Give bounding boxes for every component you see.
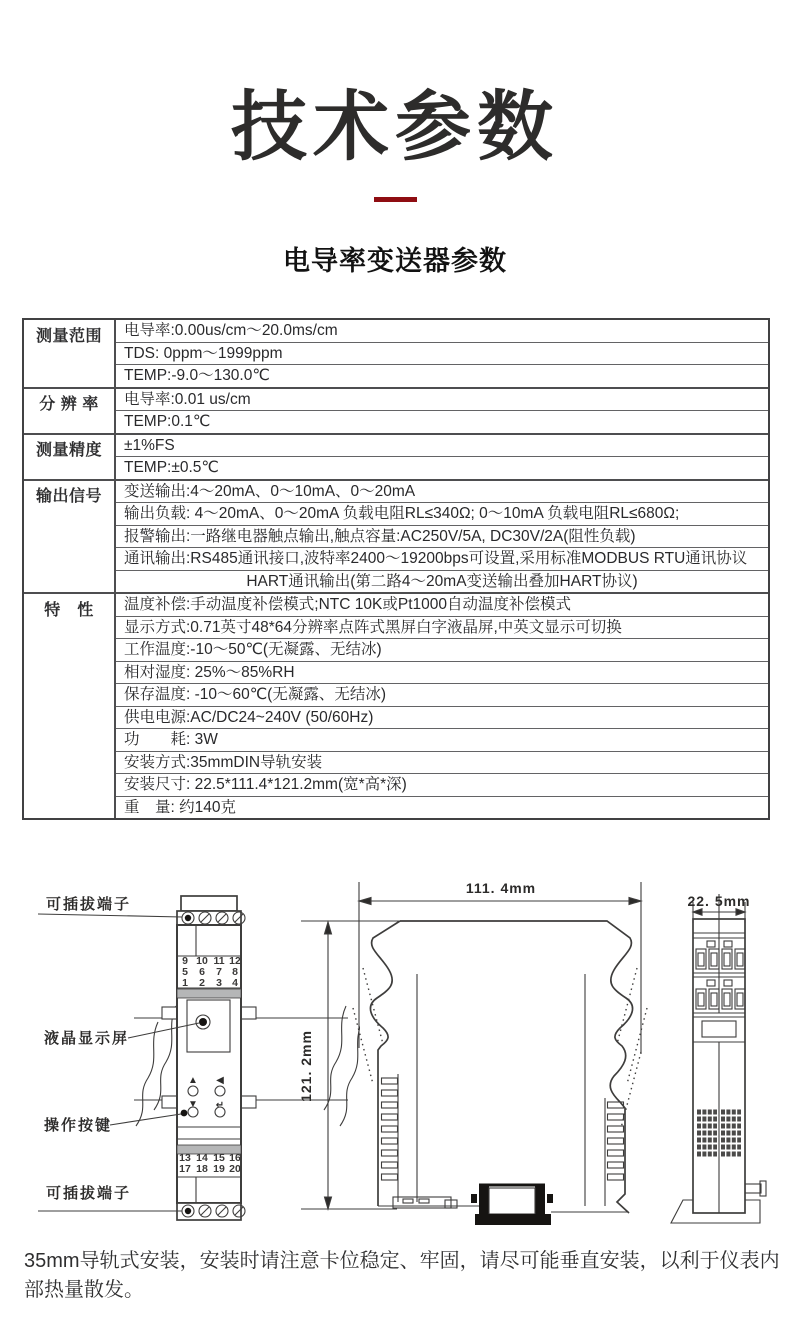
terminal-number: 20 <box>229 1163 241 1175</box>
spec-row: 安装方式:35mmDIN导轨安装 <box>116 751 768 774</box>
left-arrow-icon: ◀ <box>216 1075 224 1086</box>
spec-row: HART通讯输出(第二路4～20mA变送输出叠加HART协议) <box>116 570 768 593</box>
spec-row: 工作温度:-10～50℃(无凝露、无结冰) <box>116 638 768 661</box>
down-arrow-icon: ▼ <box>188 1099 198 1110</box>
label-lcd: 液晶显示屏 <box>44 1030 130 1047</box>
mounting-note: 35mm导轨式安装，安装时请注意卡位稳定、牢固，请尽可能垂直安装，以利于仪表内部热量散发。 <box>24 1250 780 1301</box>
spec-row: 温度补偿:手动温度补偿模式;NTC 10K或Pt1000自动温度补偿模式 <box>124 596 571 613</box>
terminal-number: 1 <box>182 977 188 989</box>
spec-group <box>24 433 768 479</box>
title-accent-divider <box>374 197 417 202</box>
vent-slats <box>382 1078 624 1180</box>
spec-row: 电导率:0.01 us/cm <box>124 390 251 408</box>
page-subtitle: 电导率变送器参数 <box>283 246 507 276</box>
spec-row: 显示方式:0.71英寸48*64分辨率点阵式黑屏白字液晶屏,中英文显示可切换 <box>116 616 768 639</box>
terminal-number: 4 <box>232 977 238 989</box>
terminal-number: 9 <box>182 955 188 967</box>
terminal-number: 18 <box>196 1163 208 1175</box>
spec-row: TEMP:±0.5℃ <box>116 456 768 479</box>
spec-group <box>24 592 768 818</box>
spec-group <box>24 479 768 593</box>
height-dimension-label: 121. 2mm <box>298 1030 314 1102</box>
terminal-number: 17 <box>179 1163 191 1175</box>
spec-group-label: 分 辨 率 <box>24 389 116 433</box>
up-arrow-icon: ▲ <box>188 1075 198 1086</box>
terminal-number: 3 <box>216 977 222 989</box>
width-dimension-label: 22. 5mm <box>687 893 751 909</box>
spec-row: 电导率:0.00us/cm～20.0ms/cm <box>124 322 338 339</box>
spec-group-label: 测量精度 <box>24 435 116 479</box>
width-dimension-label: 111. 4mm <box>465 880 537 896</box>
panel-band <box>177 989 241 998</box>
rail-lock <box>471 1184 553 1225</box>
dimension-lines <box>301 882 641 1209</box>
spec-group-label: 特 性 <box>24 594 116 818</box>
terminal-number: 11 <box>213 955 225 967</box>
terminal-number: 5 <box>182 966 188 978</box>
terminal-number: 15 <box>213 1152 225 1164</box>
label-pluggable-terminal-top: 可插拔端子 <box>46 896 132 913</box>
spec-row: 通讯输出:RS485通讯接口,波特率2400～19200bps可设置,采用标准MODBUS RTU通讯协议 <box>116 547 768 570</box>
spec-row: 功 耗: 3W <box>116 728 768 751</box>
terminal-number: 19 <box>213 1163 225 1175</box>
terminal-number: 8 <box>232 966 238 978</box>
terminal-number: 14 <box>196 1152 208 1164</box>
spec-row: 安装尺寸: 22.5*111.4*121.2mm(宽*高*深) <box>116 773 768 796</box>
spec-row: 变送输出:4～20mA、0～10mA、0～20mA <box>124 482 416 500</box>
spec-row: 保存温度: -10～60℃(无凝露、无结冰) <box>116 683 768 706</box>
side-view-drawing <box>295 876 665 1238</box>
terminal-number: 7 <box>216 966 222 978</box>
device-profile <box>370 921 632 1213</box>
terminal-number: 10 <box>196 955 208 967</box>
spec-group <box>24 387 768 433</box>
top-view-drawing <box>655 876 790 1238</box>
spec-group-label: 测量范围 <box>24 320 116 387</box>
spec-table <box>22 318 770 820</box>
spec-row: 供电电源:AC/DC24~240V (50/60Hz) <box>116 706 768 729</box>
label-pluggable-terminal-bottom: 可插拔端子 <box>46 1185 132 1202</box>
page-title: 技术参数 <box>231 85 559 170</box>
spec-group-label: 输出信号 <box>24 481 116 593</box>
spec-row: 重 量: 约140克 <box>116 796 768 819</box>
label-buttons: 操作按键 <box>44 1117 113 1134</box>
spec-row: TEMP:-9.0～130.0℃ <box>116 364 768 387</box>
spec-row: TEMP:0.1℃ <box>116 410 768 433</box>
spec-row: TDS: 0ppm～1999ppm <box>116 342 768 365</box>
spec-row: ±1%FS <box>124 436 175 454</box>
terminal-number: 13 <box>179 1152 191 1164</box>
terminal-number: 2 <box>199 977 205 989</box>
spec-row: 相对湿度: 25%～85%RH <box>116 661 768 684</box>
terminal-number: 6 <box>199 966 205 978</box>
spec-group <box>24 320 768 387</box>
terminal-number: 12 <box>229 955 241 967</box>
enter-icon: ↵ <box>215 1100 225 1111</box>
terminal-number: 16 <box>229 1152 241 1164</box>
spec-row: 输出负载: 4～20mA、0～20mA 负载电阻RL≤340Ω; 0～10mA 负载电阻RL≤680Ω; <box>116 502 768 525</box>
spec-row: 报警输出:一路继电器触点输出,触点容量:AC250V/5A, DC30V/2A(阻性负载) <box>116 525 768 548</box>
